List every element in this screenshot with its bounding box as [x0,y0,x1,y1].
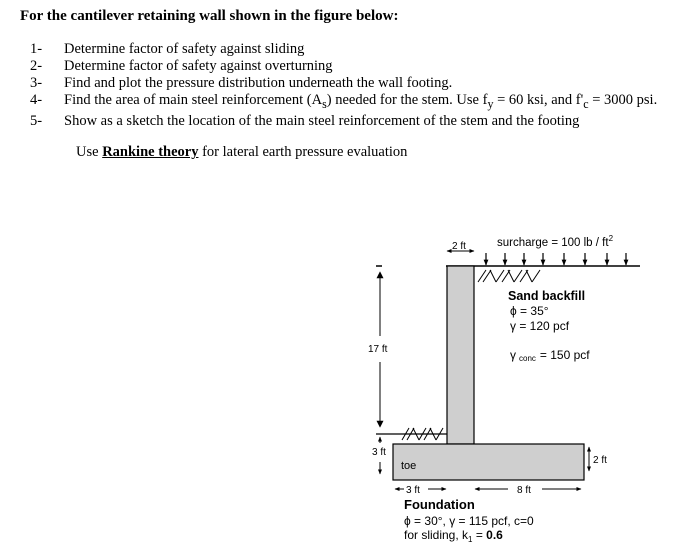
footing-thickness-label: 2 ft [593,455,607,466]
foundation-properties: ϕ = 30°, γ = 115 pcf, c=0 [404,514,534,528]
foundation-title: Foundation [404,497,475,512]
backfill-phi: ϕ = 35° [510,304,549,318]
theory-note: Use Rankine theory for lateral earth pressure evaluation [76,144,408,160]
footing-height-label: 3 ft [372,447,386,458]
task-item: 1- Determine factor of safety against sliding [30,41,305,57]
surcharge-label: surcharge = 100 lb / $ft^2$ [497,234,614,249]
backfill-gamma: γ = 120 pcf [510,319,570,333]
wall-stem [447,266,474,444]
backfill-hatch [478,270,540,282]
task-item: 2- Determine factor of safety against overturning [30,58,333,74]
toe-length-label: 3 ft [406,485,420,496]
concrete-unit-weight: γconc = 150 pcf [510,348,590,363]
stem-height-label: 17 ft [368,344,388,355]
problem-title: For the cantilever retaining wall shown in the figure below: [20,8,399,24]
heel-length-label: 8 ft [517,485,531,496]
sliding-coefficient: for sliding, $k_1 = 0.6$ [404,528,503,544]
task-item: 4- Find the area of main steel reinforcement $(A_s)$ needed for the stem. Use $f_y = 60$ ksi, and $f'_c = 3000$ psi. [30,92,658,111]
wall-footing [393,444,584,480]
backfill-title: Sand backfill [508,289,586,303]
surcharge-arrows [486,253,626,265]
stem-width-label: 2 ft [452,241,466,252]
task-item: 5- Show as a sketch the location of the main steel reinforcement of the stem and the footing [30,112,580,129]
toe-label: toe [401,460,417,472]
task-item: 3- Find and plot the pressure distribution underneath the wall footing. [30,75,453,91]
